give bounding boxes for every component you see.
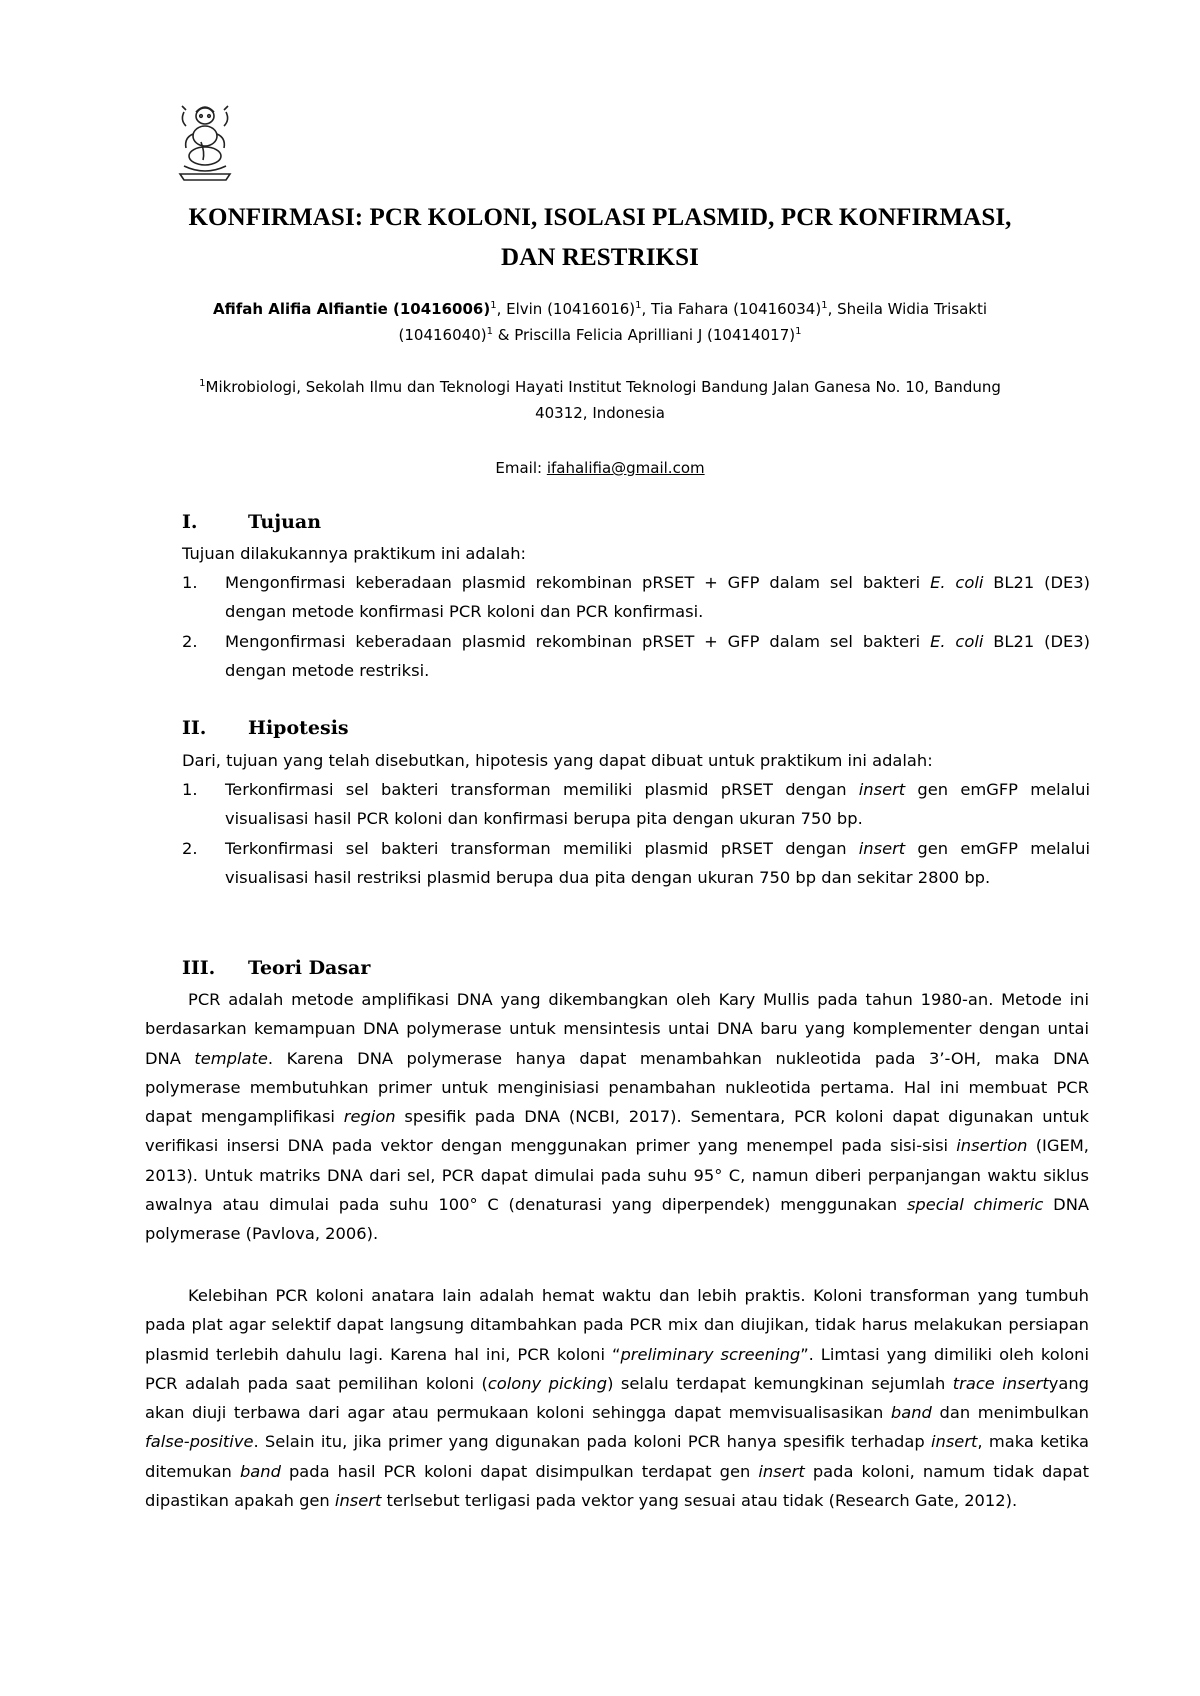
list-item-text-end: gen emGFP melalui visualisasi hasil restriksi plasmid berupa dua pita dengan ukuran 750 bp dan sekitar 2800 bp. (225, 838, 1090, 887)
list-item-number: 1. (182, 573, 198, 592)
list-item-text: Mengonfirmasi keberadaan plasmid rekombinan pRSET + GFP dalam sel bakteri (225, 631, 931, 651)
author-4-sup: 1 (486, 326, 493, 337)
title-line-1: KONFIRMASI: PCR KOLONI, ISOLASI PLASMID, PCR KONFIRMASI, (188, 204, 1012, 231)
text-run: pada hasil PCR koloni dapat disimpulkan terdapat gen (280, 1461, 759, 1481)
list-item (182, 627, 1090, 686)
list-item-text-end: BL21 (DE3) dengan metode restriksi. (225, 631, 1090, 680)
list-item-number: 2. (182, 631, 198, 651)
section-hipotesis-number: II. (182, 717, 207, 739)
text-run: . Selain itu, jika primer yang digunakan pada koloni PCR hanya spesifik terhadap (253, 1432, 931, 1452)
italic-run: insertion (956, 1136, 1028, 1156)
affiliation-sup: 1 (199, 378, 206, 389)
email-label: Email: (495, 459, 547, 477)
paper-title (130, 198, 1070, 278)
text-run: ) selalu terdapat kemungkinan sejumlah (607, 1373, 953, 1393)
text-run: terlsebut terligasi pada vektor yang sesuai atau tidak (Research Gate, 2012). (381, 1491, 1018, 1511)
text-run: DNA polymerase (Pavlova, 2006). (145, 1195, 1090, 1244)
author-line-2 (150, 322, 1050, 348)
list-item (182, 568, 1090, 627)
tujuan-list (182, 568, 1090, 685)
italic-run: band (239, 1461, 281, 1481)
list-item-text: Mengonfirmasi keberadaan plasmid rekombinan pRSET + GFP dalam sel bakteri (225, 573, 931, 592)
teori-paragraph-1 (145, 985, 1089, 1249)
list-item-text-end: BL21 (DE3) dengan metode konfirmasi PCR koloni dan PCR konfirmasi. (225, 573, 1090, 622)
italic-run: colony picking (487, 1373, 608, 1393)
text-run: . Karena DNA polymerase hanya dapat menambahkan nukleotida pada 3’-OH, maka DNA polymerase membutuhkan primer untuk menginisiasi penambahan nukleotida pertama. Hal ini membuat PCR dapat mengamplifikasi (145, 1048, 1089, 1127)
author-1-id: 10416006) (399, 300, 491, 318)
italic-run: insert (758, 1461, 805, 1481)
author-1-sup: 1 (490, 300, 497, 311)
author-3: , Tia Fahara (10416034) (641, 300, 822, 318)
affiliation-line-1 (150, 374, 1050, 400)
text-run: dan menimbulkan (931, 1403, 1089, 1423)
text-run: , maka ketika ditemukan (145, 1432, 1089, 1481)
email-link[interactable]: ifahalifia@gmail.com (546, 459, 705, 477)
section-teori-number: III. (182, 957, 216, 979)
author-2-sup: 1 (635, 300, 642, 311)
italic-run: trace insert (952, 1373, 1049, 1393)
list-item (182, 834, 1090, 893)
author-2: , Elvin (10416016) (496, 300, 636, 318)
text-run: Kelebihan PCR koloni anatara lain adalah hemat waktu dan lebih praktis. Koloni transforman yang tumbuh pada plat agar selektif dapat langsung ditambahkan pada PCR mix dan diujikan, tidak harus melakukan persiapan plasmid terlebih dahulu lagi. Karena hal ini, PCR koloni “ (145, 1286, 1089, 1364)
teori-paragraph-2 (145, 1281, 1089, 1515)
title-line-2: DAN RESTRIKSI (501, 244, 699, 271)
list-item-italic: E. coli (930, 631, 984, 651)
text-run: spesifik pada DNA (NCBI, 2017). Sementara, PCR koloni dapat digunakan untuk verifikasi insersi DNA pada vektor dengan menggunakan primer yang menempel pada sisi-sisi (145, 1107, 1089, 1156)
text-run: PCR adalah metode amplifikasi DNA yang dikembangkan oleh Kary Mullis pada tahun 1980-an. Metode ini berdasarkan kemampuan DNA polymerase untuk mensintesis untai DNA baru yang komplementer dengan untai DNA (145, 990, 1089, 1068)
author-3-sup: 1 (821, 300, 828, 311)
section-tujuan-number: I. (182, 511, 198, 533)
list-item-italic: insert (858, 780, 906, 799)
italic-run: band (890, 1403, 932, 1423)
italic-run: false-positive (145, 1432, 254, 1452)
section-hipotesis-title: Hipotesis (248, 717, 349, 739)
italic-run: preliminary screening (620, 1344, 801, 1364)
section-tujuan-title: Tujuan (248, 511, 322, 533)
author-4: , Sheila Widia Trisakti (827, 300, 988, 318)
italic-run: special chimeric (906, 1195, 1044, 1215)
text-run: yang akan diuji terbawa dari agar atau permukaan koloni sehingga dapat memvisualisasikan (145, 1373, 1089, 1423)
list-item-number: 2. (182, 838, 198, 858)
author-list (150, 296, 1050, 348)
author-line-1 (150, 296, 1050, 322)
section-teori-heading (182, 954, 370, 982)
text-run: ”. Limtasi yang dimiliki oleh koloni PCR adalah pada saat pemilihan koloni ( (145, 1344, 1089, 1393)
section-hipotesis-heading (182, 714, 349, 742)
list-item-text: Terkonfirmasi sel bakteri transforman memiliki plasmid pRSET dengan (225, 780, 859, 799)
list-item (182, 775, 1090, 834)
list-item-italic: E. coli (930, 573, 984, 592)
hipotesis-list (182, 775, 1090, 892)
author-5: & Priscilla Felicia Aprilliani J (10414017) (492, 326, 796, 344)
italic-run: insert (334, 1491, 382, 1511)
affiliation (150, 374, 1050, 426)
text-run: (IGEM, 2013). Untuk matriks DNA dari sel, PCR dapat dimulai pada suhu 95° C, namun diberi perpanjangan waktu siklus awalnya atau dimulai pada suhu 100° C (denaturasi yang diperpendek) menggunakan (145, 1136, 1089, 1215)
list-item-number: 1. (182, 780, 198, 799)
university-logo-icon (174, 104, 236, 182)
author-5-sup: 1 (795, 326, 802, 337)
author-1-name: Afifah Alifia Alfiantie ( (212, 300, 400, 318)
list-item-text-end: gen emGFP melalui visualisasi hasil PCR koloni dan konfirmasi berupa pita dengan ukuran 750 bp. (225, 780, 1090, 829)
email-line (150, 455, 1050, 481)
list-item-italic: insert (858, 838, 906, 858)
section-teori-title: Teori Dasar (248, 957, 371, 979)
text-run: pada koloni, namum tidak dapat dipastikan apakah gen (145, 1461, 1089, 1511)
italic-run: region (343, 1107, 396, 1127)
italic-run: insert (930, 1432, 978, 1452)
author-4-id: (10416040) (398, 326, 487, 344)
affiliation-text-1: Mikrobiologi, Sekolah Ilmu dan Teknologi Hayati Institut Teknologi Bandung Jalan Ganesa No. 10, Bandung (205, 378, 1001, 396)
section-hipotesis-intro: Dari, tujuan yang telah disebutkan, hipotesis yang dapat dibuat untuk praktikum ini adalah: (182, 751, 933, 770)
section-tujuan-heading (182, 508, 321, 536)
section-tujuan-intro: Tujuan dilakukannya praktikum ini adalah: (182, 544, 527, 563)
affiliation-line-2: 40312, Indonesia (535, 404, 665, 422)
list-item-text: Terkonfirmasi sel bakteri transforman memiliki plasmid pRSET dengan (225, 838, 859, 858)
italic-run: template (194, 1048, 268, 1068)
